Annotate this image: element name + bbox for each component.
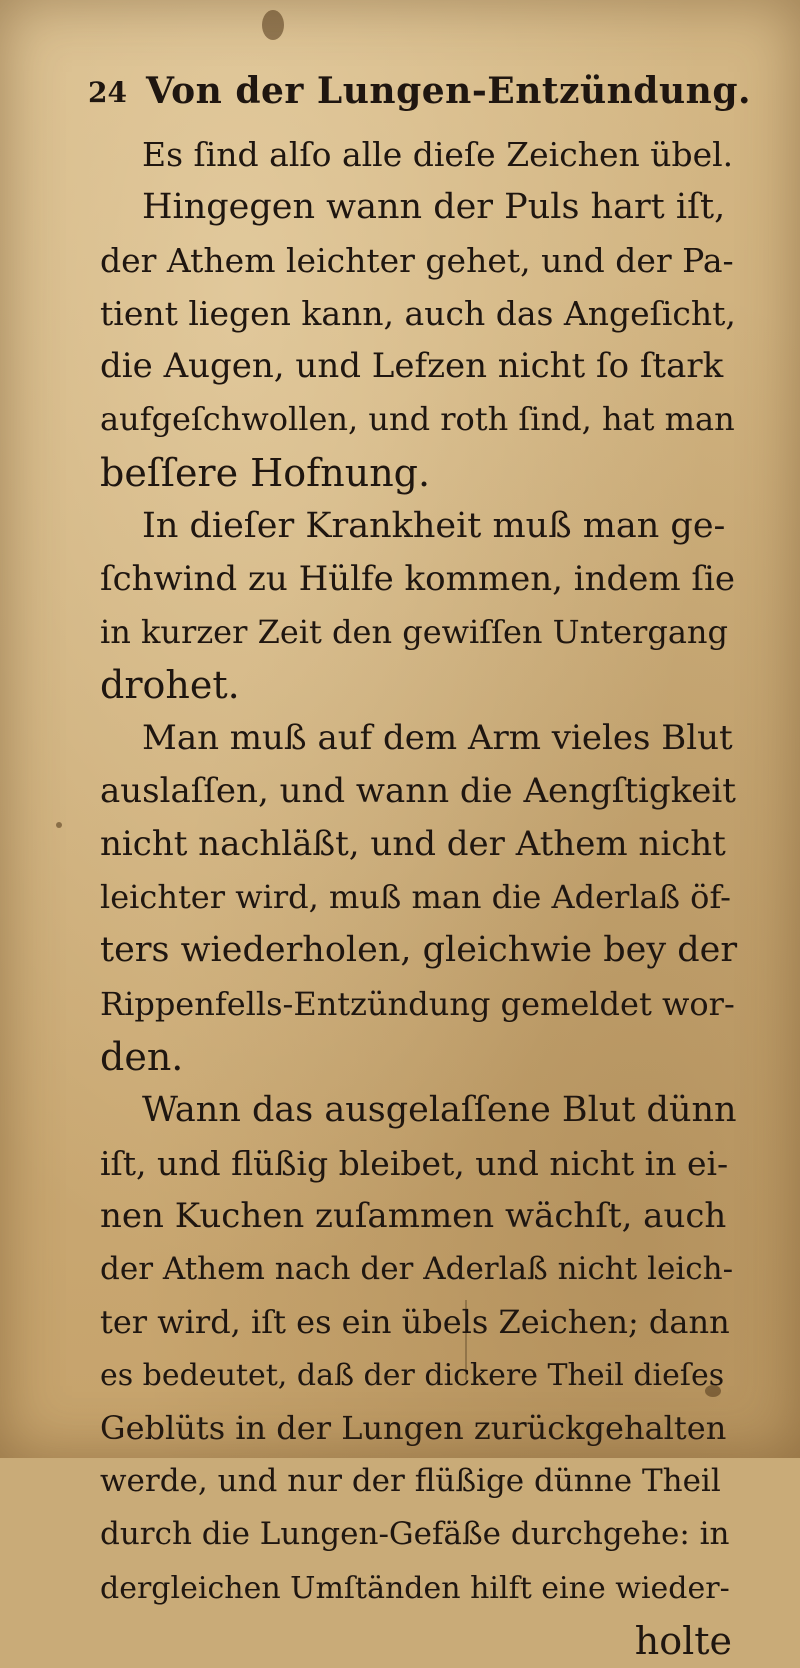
ink-stain (262, 10, 284, 40)
ink-stain (56, 822, 62, 828)
text-line: In dieſer Krankheit muß man ge- (142, 505, 726, 546)
text-line: die Augen, und Lefzen nicht ſo ſtark (100, 346, 724, 387)
text-line: Rippenfells-Entzündung gemeldet wor- (100, 984, 735, 1023)
text-line: dergleichen Umſtänden hilft eine wieder- (100, 1570, 730, 1606)
text-line: der Athem leichter gehet, und der Pa- (100, 241, 734, 281)
text-line: durch die Lungen-Gefäße durchgehe: in (100, 1516, 730, 1553)
text-line: nen Kuchen zuſammen wächſt, auch (100, 1195, 727, 1236)
text-line: nicht nachläßt, und der Athem nicht (100, 824, 726, 865)
text-line: es bedeutet, daß der dickere Theil dieſes (100, 1358, 725, 1394)
text-line: in kurzer Zeit den gewiſſen Untergang (100, 612, 728, 651)
text-line: iſt, und flüßig bleibet, und nicht in ei- (100, 1143, 729, 1183)
text-line: auslaſſen, und wann die Aengſtigkeit (100, 771, 736, 812)
text-line: beſſere Hofnung. (100, 450, 431, 495)
text-line: Hingegen wann der Puls hart iſt, (142, 187, 726, 228)
text-line: leichter wird, muß man die Aderlaß öf- (100, 878, 731, 917)
page-header (88, 70, 752, 120)
text-line: den. (100, 1034, 184, 1079)
text-line: ſchwind zu Hülfe kommen, indem ſie (100, 558, 735, 599)
text-line: tient liegen kann, auch das Angeſicht, (100, 294, 736, 334)
text-line: werde, und nur der flüßige dünne Theil (100, 1463, 721, 1500)
text-line: Geblüts in der Lungen zurückgehalten (100, 1409, 727, 1448)
text-line: Es ſind alſo alle dieſe Zeichen übel. (142, 135, 734, 174)
text-line: Wann das ausgelaſſene Blut dünn (142, 1089, 737, 1130)
text-line: Man muß auf dem Arm vieles Blut (142, 718, 733, 759)
body-text (100, 128, 740, 1668)
text-line: drohet. (100, 662, 240, 707)
text-line: aufgeſchwollen, und roth ſind, hat man (100, 400, 735, 439)
text-line: ters wiederholen, gleichwie bey der (100, 930, 738, 971)
catchword: holte (634, 1618, 732, 1663)
text-line: ter wird, iſt es ein übels Zeichen; dann (100, 1303, 730, 1342)
text-line: der Athem nach der Aderlaß nicht leich- (100, 1250, 734, 1287)
page-number: 24 (88, 76, 127, 109)
running-head: Von der Lungen-Entzündung. (146, 70, 752, 112)
